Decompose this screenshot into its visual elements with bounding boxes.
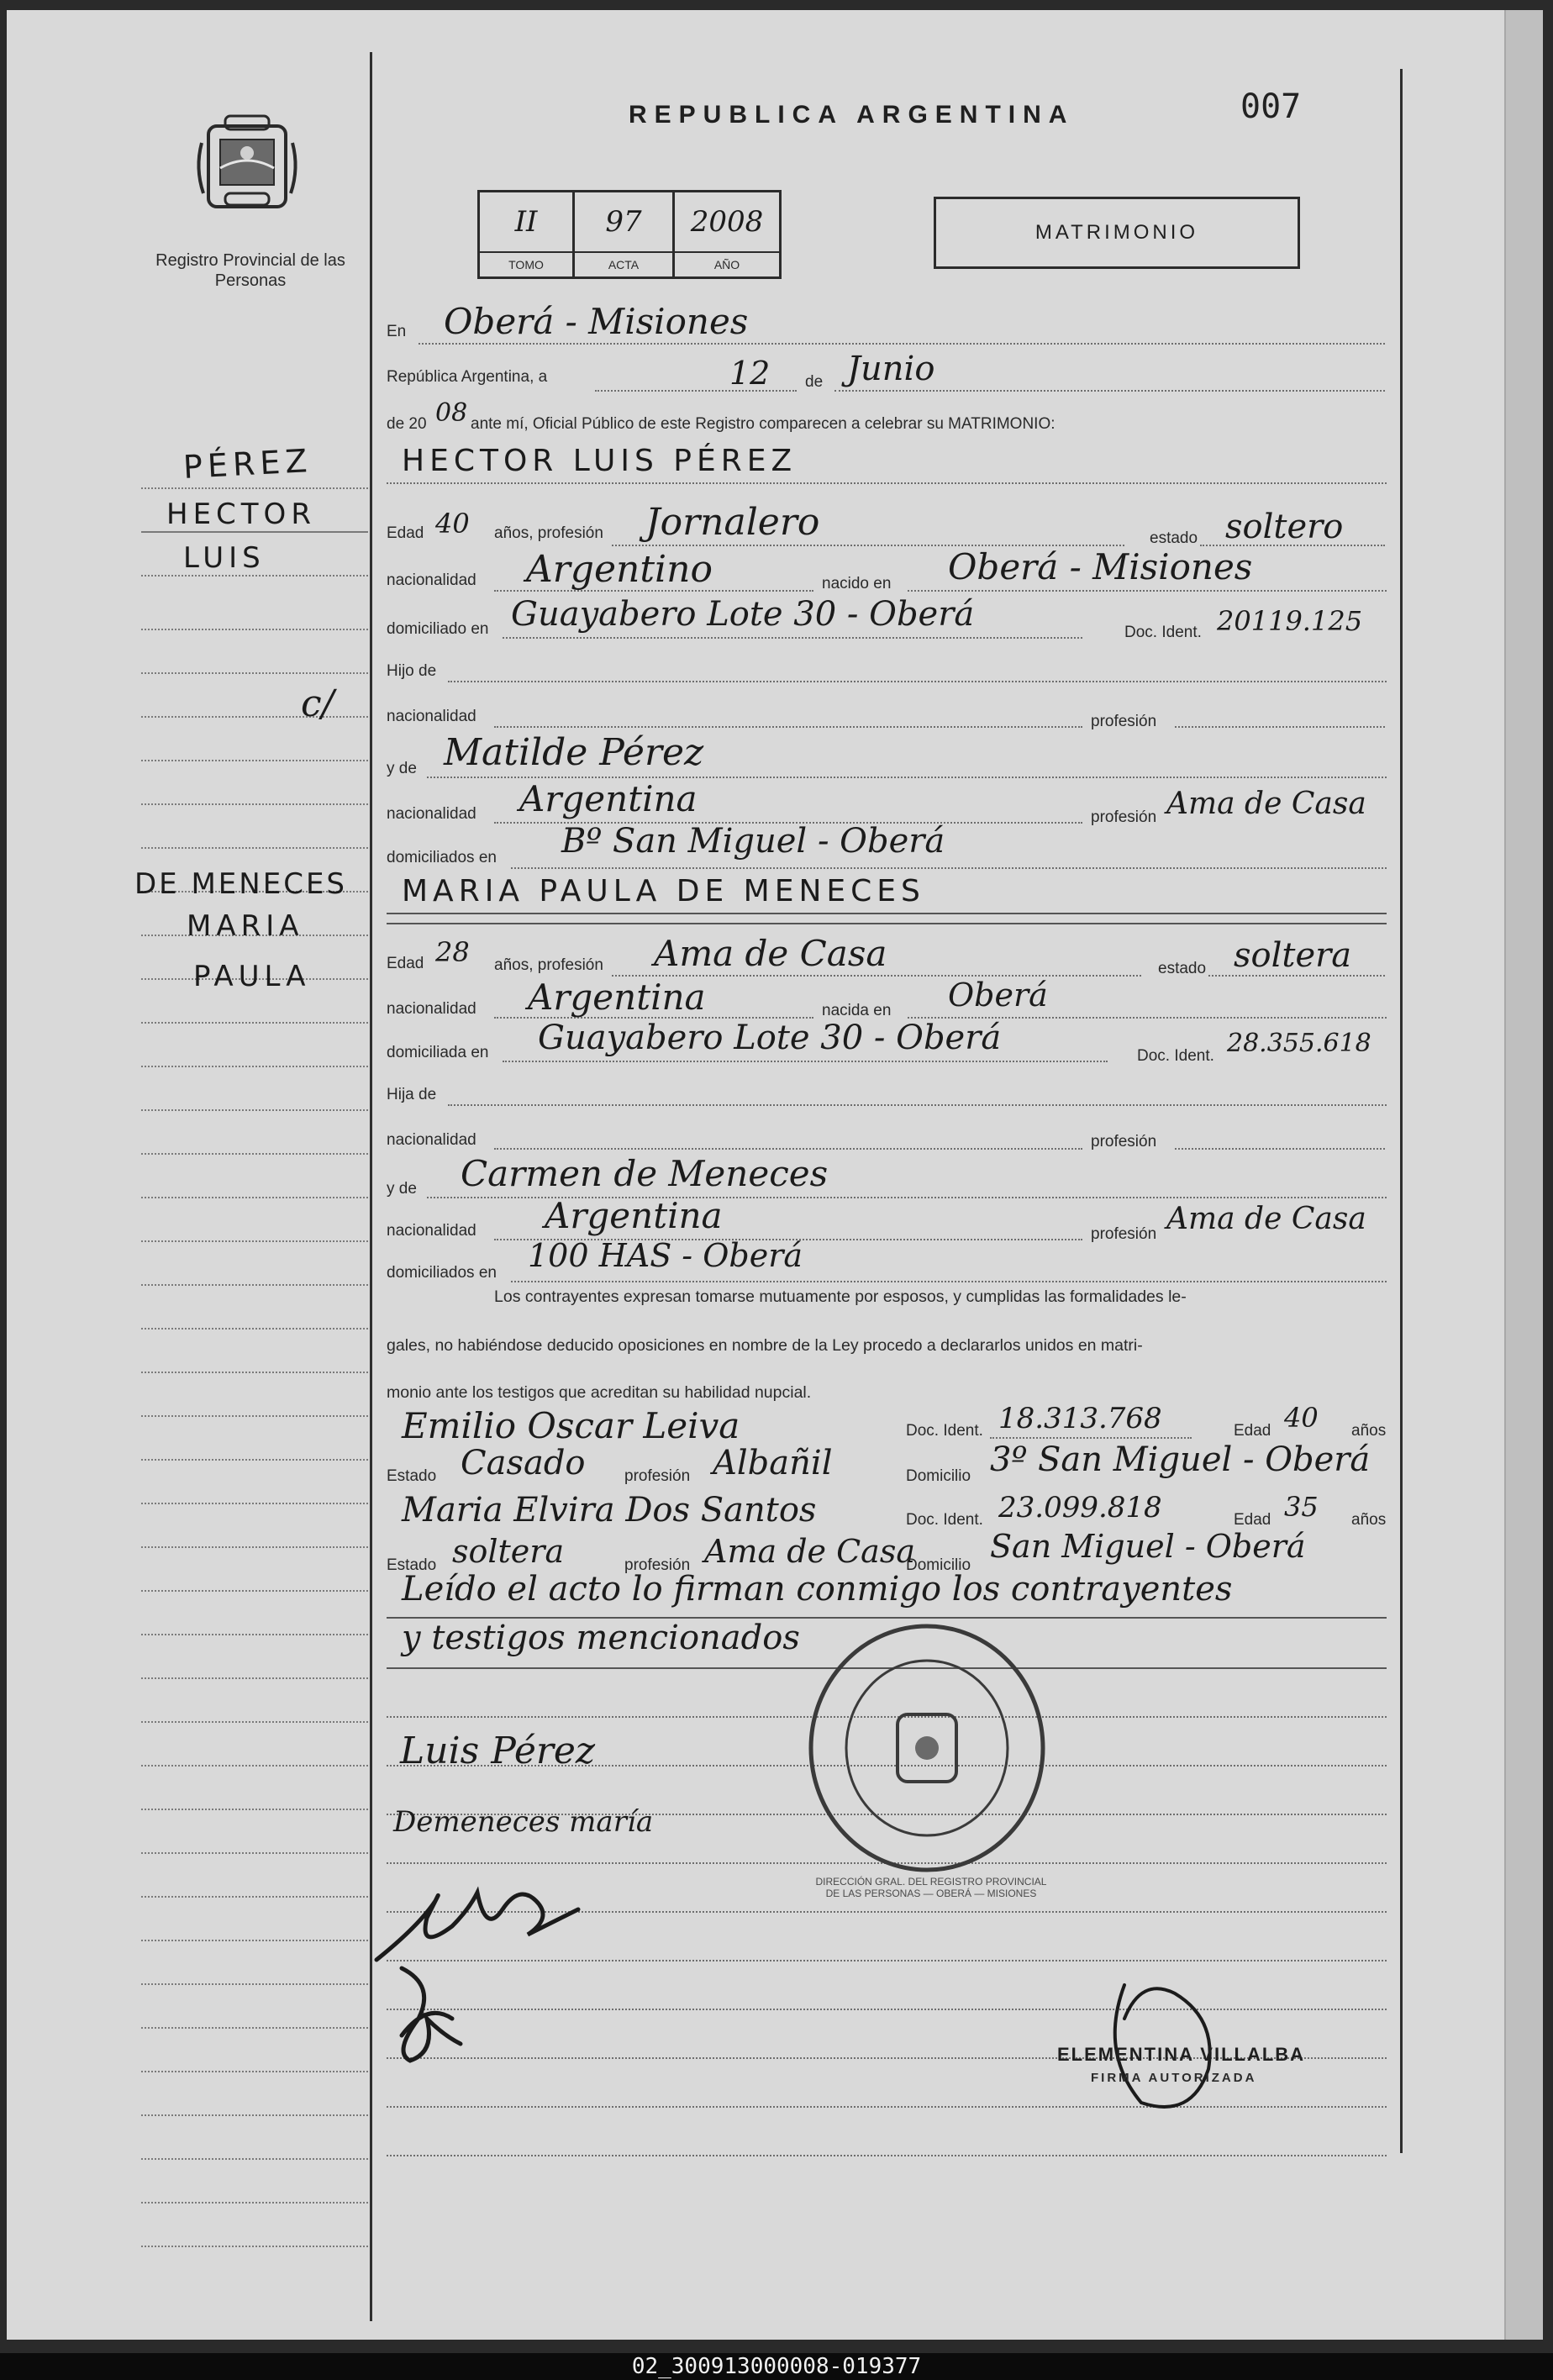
margin-line [141, 1197, 368, 1198]
margin-line [141, 1503, 368, 1504]
label-nacionalidad: nacionalidad [387, 571, 476, 589]
registry-name: Registro Provincial de las Personas [155, 251, 345, 290]
witness2-age: 35 [1284, 1491, 1319, 1523]
groom-age: 40 [435, 508, 470, 540]
label-comparecen: ante mí, Oficial Público de este Registro comparecen a celebrar su MATRIMONIO: [471, 415, 1056, 433]
field-line [990, 1437, 1192, 1439]
statement-line-3: monio ante los testigos que acreditan su habilidad nupcial. [387, 1383, 812, 1402]
label-estado: estado [1150, 529, 1198, 547]
margin-groom-surname: PÉREZ [182, 442, 313, 486]
margin-line [141, 1765, 368, 1767]
field-line [387, 913, 1387, 914]
acta-value: 97 [575, 192, 675, 251]
bride-age: 28 [435, 936, 470, 968]
record-type-box: MATRIMONIO [934, 197, 1300, 269]
right-border [1400, 69, 1403, 2153]
closing-line-2: y testigos mencionados [402, 1619, 800, 1657]
file-id-caption: 02_300913000008-019377 [0, 2353, 1553, 2380]
margin-line [141, 1415, 368, 1417]
margin-line [141, 1372, 368, 1373]
witness2-name: Maria Elvira Dos Santos [402, 1491, 817, 1530]
statement-line-1: Los contrayentes expresan tomarse mutuamente por esposos, y cumplidas las formalidades le- [494, 1287, 1187, 1306]
margin-line [141, 760, 368, 761]
label-profesion-bride: profesión [1091, 1133, 1157, 1151]
month-value: Junio [847, 350, 935, 388]
label-doc-ident-w1: Doc. Ident. [906, 1422, 983, 1440]
groom-mother-prof: Ama de Casa [1166, 787, 1366, 821]
margin-line [141, 672, 368, 674]
margin-line [141, 1459, 368, 1461]
label-anios-profesion: años, profesión [494, 524, 603, 542]
margin-bride-name-1: MARIA [187, 909, 304, 943]
label-de: de [805, 373, 824, 391]
margin-connector: c/ [301, 682, 334, 725]
groom-address: Guayabero Lote 30 - Oberá [511, 595, 975, 634]
year-suffix-value: 08 [435, 398, 468, 428]
margin-line [141, 2158, 368, 2160]
margin-line [141, 1022, 368, 1024]
field-line [448, 1104, 1387, 1106]
label-republica: República Argentina, a [387, 368, 548, 386]
field-line [494, 726, 1082, 728]
field-line [448, 681, 1387, 682]
margin-bride-name-2: PAULA [193, 960, 311, 993]
label-nacionalidad-bride-2: nacionalidad [387, 1131, 476, 1149]
label-hija-de: Hija de [387, 1086, 437, 1103]
place-value: Oberá - Misiones [444, 301, 749, 342]
witness1-age: 40 [1284, 1402, 1319, 1434]
official-name: ELEMENTINA VILLALBA [1057, 2044, 1306, 2065]
groom-mother-nat: Argentina [519, 778, 698, 819]
margin-line [141, 1721, 368, 1723]
witness2-status: soltera [452, 1533, 565, 1570]
field-line [387, 1617, 1387, 1619]
field-line [387, 923, 1387, 924]
label-nacionalidad-2: nacionalidad [387, 708, 476, 725]
statement-line-2: gales, no habiéndose deducido oposiciones en nombre de la Ley procedo a declararlos unidos en matri- [387, 1336, 1143, 1355]
field-line [387, 482, 1387, 484]
label-domicilio-w2: Domicilio [906, 1556, 971, 1574]
margin-line [141, 629, 368, 630]
signature-groom: Luis Pérez [400, 1730, 596, 1772]
witness2-address: San Miguel - Oberá [990, 1528, 1306, 1565]
margin-line [141, 716, 368, 718]
signature-witness-2 [376, 1951, 477, 2069]
label-profesion-2: profesión [1091, 808, 1157, 826]
label-domiciliada-en: domiciliada en [387, 1044, 489, 1061]
label-profesion-w1: profesión [624, 1467, 691, 1485]
groom-mother: Matilde Pérez [444, 731, 704, 774]
label-edad-w2: Edad [1234, 1511, 1271, 1529]
label-edad: Edad [387, 524, 424, 542]
margin-line [141, 1066, 368, 1067]
official-seal [805, 1622, 1049, 1874]
field-line [908, 590, 1387, 592]
bride-born: Oberá [948, 977, 1048, 1014]
label-y-de-bride: y de [387, 1180, 417, 1198]
field-line [1208, 975, 1385, 977]
bride-doc: 28.355.618 [1227, 1029, 1371, 1058]
field-line [511, 867, 1387, 869]
field-line [503, 1061, 1108, 1062]
groom-born: Oberá - Misiones [948, 546, 1253, 587]
signature-bride: Demeneces maría [393, 1805, 654, 1839]
bride-mother-prof: Ama de Casa [1166, 1202, 1366, 1236]
margin-line [141, 487, 368, 489]
margin-line [141, 2246, 368, 2247]
margin-line [141, 2202, 368, 2204]
label-domicilio-w1: Domicilio [906, 1467, 971, 1485]
bride-status: soltera [1234, 936, 1352, 975]
margin-line [141, 1809, 368, 1810]
page-number: 007 [1240, 87, 1302, 126]
field-line [494, 1148, 1082, 1150]
label-edad-w1: Edad [1234, 1422, 1271, 1440]
margin-line [141, 1852, 368, 1854]
groom-nationality: Argentino [526, 548, 713, 591]
field-line [419, 343, 1385, 345]
label-y-de: y de [387, 760, 417, 777]
label-edad-bride: Edad [387, 955, 424, 972]
margin-line [141, 575, 368, 577]
field-line [387, 2106, 1387, 2108]
bride-address: Guayabero Lote 30 - Oberá [538, 1019, 1002, 1057]
witness1-name: Emilio Oscar Leiva [402, 1405, 740, 1446]
witness1-status: Casado [461, 1444, 586, 1482]
label-en: En [387, 323, 407, 340]
label-anios-profesion-bride: años, profesión [494, 956, 603, 974]
official-role: FIRMA AUTORIZADA [1091, 2071, 1257, 2085]
label-hijo-de: Hijo de [387, 662, 437, 680]
margin-line [141, 1546, 368, 1548]
field-line [387, 2155, 1387, 2156]
label-nacido-en: nacido en [822, 575, 892, 592]
witness2-doc: 23.099.818 [998, 1491, 1162, 1524]
tomo-value: II [480, 192, 575, 251]
country-title: REPUBLICA ARGENTINA [629, 101, 1075, 129]
margin-rule [370, 52, 372, 2321]
margin-line [141, 2071, 368, 2072]
label-doc-ident: Doc. Ident. [1124, 624, 1202, 641]
margin-line [141, 1896, 368, 1898]
field-line [834, 390, 1385, 392]
label-profesion: profesión [1091, 713, 1157, 730]
margin-line [141, 803, 368, 805]
label-domiciliados-en: domiciliados en [387, 849, 497, 866]
label-estado-w2: Estado [387, 1556, 437, 1574]
margin-line [141, 1940, 368, 1941]
anio-label: AÑO [675, 251, 779, 278]
field-line [387, 2009, 1387, 2010]
label-anos-w2: años [1351, 1511, 1387, 1529]
margin-line [141, 1240, 368, 1242]
acta-label: ACTA [575, 251, 675, 278]
groom-parents-address: Bº San Miguel - Oberá [561, 822, 945, 861]
field-line [503, 637, 1082, 639]
record-id-box [477, 190, 782, 279]
margin-line [141, 1983, 368, 1985]
margin-line [141, 2114, 368, 2116]
margin-line [141, 1590, 368, 1592]
tomo-label: TOMO [480, 251, 575, 278]
margin-bride-surname: DE MENECES [134, 867, 348, 901]
bride-parents-address: 100 HAS - Oberá [528, 1237, 803, 1274]
province-shield-logo [192, 109, 303, 220]
margin-line [141, 1328, 368, 1330]
margin-line [141, 847, 368, 849]
day-value: 12 [729, 355, 771, 392]
witness2-profession: Ama de Casa [704, 1533, 915, 1570]
margin-line [141, 1677, 368, 1679]
margin-groom-name-1: HECTOR [166, 498, 316, 531]
label-estado-bride: estado [1158, 960, 1207, 977]
label-nacionalidad-bride-3: nacionalidad [387, 1222, 476, 1240]
margin-line [141, 1109, 368, 1111]
margin-line [141, 1634, 368, 1635]
label-nacionalidad-3: nacionalidad [387, 805, 476, 823]
label-profesion-w2: profesión [624, 1556, 691, 1574]
field-line [1175, 726, 1385, 728]
bride-nationality: Argentina [528, 977, 706, 1018]
label-doc-ident-w2: Doc. Ident. [906, 1511, 983, 1529]
label-nacida-en: nacida en [822, 1002, 892, 1019]
label-profesion-bride-2: profesión [1091, 1225, 1157, 1243]
seal-text: DIRECCIÓN GRAL. DEL REGISTRO PROVINCIAL DE LAS PERSONAS — OBERÁ — MISIONES [815, 1876, 1047, 1899]
witness1-address: 3º San Miguel - Oberá [990, 1440, 1371, 1479]
closing-line-1: Leído el acto lo firman conmigo los contrayentes [402, 1570, 1233, 1609]
groom-full-name: HECTOR LUIS PÉREZ [402, 444, 798, 478]
groom-status: soltero [1225, 508, 1344, 546]
label-nacionalidad-bride: nacionalidad [387, 1000, 476, 1018]
margin-line [141, 1284, 368, 1286]
bride-full-name: MARIA PAULA DE MENECES [402, 874, 925, 908]
page-edge-shadow [1504, 10, 1543, 2340]
bride-profession: Ama de Casa [654, 933, 887, 974]
margin-groom-name-2: LUIS [183, 541, 266, 575]
certificate-page [7, 10, 1543, 2340]
field-line [1175, 1148, 1385, 1150]
margin-line [141, 2027, 368, 2029]
witness1-doc: 18.313.768 [998, 1402, 1162, 1435]
margin-line [141, 1153, 368, 1155]
witness1-profession: Albañil [713, 1444, 833, 1482]
field-line [511, 1281, 1387, 1282]
label-anos-w1: años [1351, 1422, 1387, 1440]
label-doc-ident-bride: Doc. Ident. [1137, 1047, 1214, 1065]
margin-line [141, 531, 368, 533]
bride-mother-nat: Argentina [545, 1195, 723, 1236]
label-de-20: de 20 [387, 415, 427, 433]
label-domiciliados-en-bride: domiciliados en [387, 1264, 497, 1282]
anio-value: 2008 [690, 205, 764, 239]
label-domiciliado-en: domiciliado en [387, 620, 489, 638]
bride-mother: Carmen de Meneces [461, 1153, 829, 1194]
label-estado-w1: Estado [387, 1467, 437, 1485]
groom-profession: Jornalero [645, 501, 820, 544]
groom-doc: 20119.125 [1217, 605, 1363, 637]
